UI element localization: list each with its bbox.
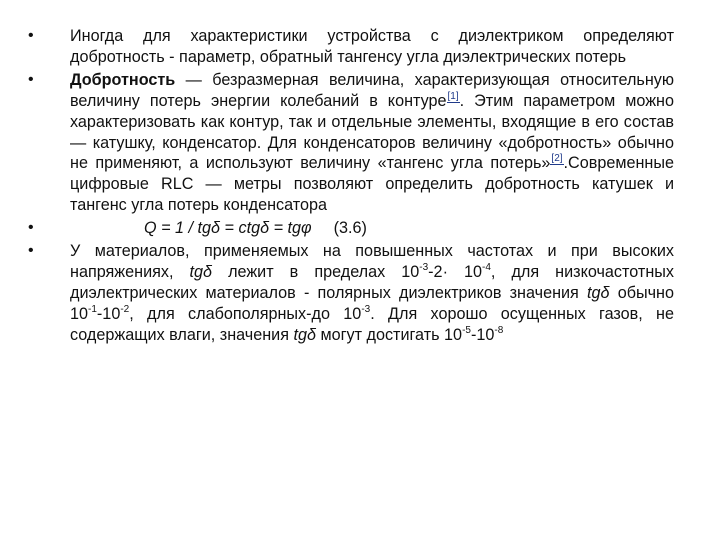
list-item-2 xyxy=(28,70,674,216)
item-4-t1: У материалов, применяемых на повышенных частотах и при высоких напряжениях, xyxy=(70,242,674,281)
formula-expression: Q = 1 / tgδ = ctgδ = tgφ xyxy=(144,219,312,238)
formula-number: (3.6) xyxy=(333,219,367,238)
item-4-t7: , для слабополярных-до 10 xyxy=(129,304,362,323)
item-4-t2: лежит в пределах 10 xyxy=(212,262,420,281)
item-4-t10: -10 xyxy=(470,325,495,344)
item-4-t4: , для низкочастотных диэлектрических материалов - полярных диэлектриков значения xyxy=(70,262,674,302)
item-4-t9: могут достигать 10 xyxy=(315,325,463,344)
bullet-list xyxy=(28,26,674,348)
exp-6: -5 xyxy=(462,324,471,336)
bullet-icon: • xyxy=(28,242,34,260)
item-4-t3: -2· 10 xyxy=(428,262,483,281)
reference-link-2[interactable]: [2] xyxy=(551,153,563,165)
item-4-t5: обычно 10 xyxy=(70,283,674,323)
list-item-4 xyxy=(28,241,674,346)
list-item-3 xyxy=(28,218,674,239)
exp-4: -2 xyxy=(120,303,130,315)
item-4-t8: . Для хорошо осущенных газов, не содержащих влаги, значения xyxy=(70,304,674,344)
exp-2: -4 xyxy=(482,261,491,273)
tgd-1: tgδ xyxy=(189,262,213,281)
exp-7: -8 xyxy=(494,324,504,336)
tgd-2: tgδ xyxy=(587,283,610,302)
exp-1: -3 xyxy=(419,261,429,273)
item-1-text: Иногда для характеристики устройства с диэлектриком определяют добротность - параметр, обратный тангенсу угла диэлектрических потерь xyxy=(70,27,674,66)
bullet-icon: • xyxy=(28,219,34,237)
tgd-3: tgδ xyxy=(293,325,316,344)
exp-3: -1 xyxy=(88,303,97,315)
bullet-icon: • xyxy=(28,70,34,88)
item-2-text-c: .Современные цифровые RLC — метры позволяют определить добротность катушек и тангенс угла потерь конденсатора xyxy=(70,154,674,215)
formula xyxy=(70,218,367,239)
item-2-text-a: — безразмерная величина, характеризующая относительную величину потерь энергии колебаний в контуре xyxy=(70,70,674,110)
term-dobrotnost: Добротность xyxy=(70,70,176,89)
bullet-icon: • xyxy=(28,27,34,44)
reference-link-1[interactable]: [1] xyxy=(447,90,459,102)
item-2-text-b: . Этим параметром можно характеризовать как контур, так и отдельные элементы, входящие в его состав — катушку, конденсатор. Для конденсаторов величину «добротность» обычно не применяют, а используют величину «тангенс угла потерь» xyxy=(70,91,674,173)
exp-5: -3 xyxy=(361,303,371,315)
item-4-t6: -10 xyxy=(96,304,121,323)
list-item-1 xyxy=(28,26,674,68)
